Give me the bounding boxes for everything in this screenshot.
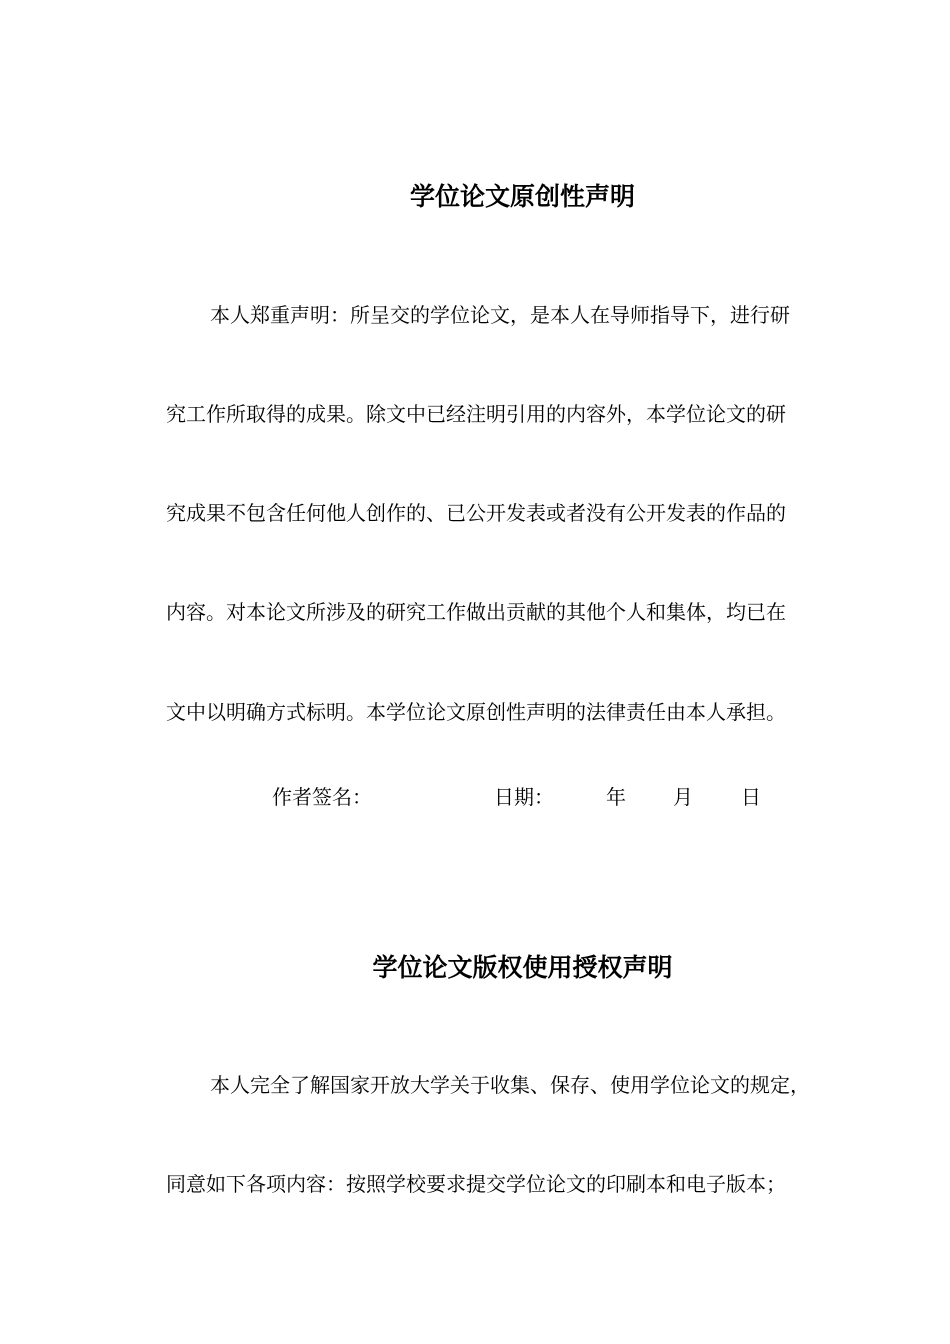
paragraph-line: 文中以明确方式标明。本学位论文原创性声明的法律责任由本人承担。 (166, 700, 786, 724)
author-signature-label: 作者签名： (272, 785, 372, 809)
month-label: 月 (673, 785, 693, 809)
authorization-title: 学位论文版权使用授权声明 (372, 953, 673, 982)
paragraph-line: 本人郑重声明：所呈交的学位论文，是本人在导师指导下，进行研 (210, 303, 790, 327)
paragraph-line: 究成果不包含任何他人创作的、已公开发表或者没有公开发表的作品的 (166, 501, 786, 525)
paragraph-line: 究工作所取得的成果。除文中已经注明引用的内容外，本学位论文的研 (166, 402, 786, 426)
originality-title: 学位论文原创性声明 (409, 182, 635, 211)
paragraph-line: 同意如下各项内容：按照学校要求提交学位论文的印刷本和电子版本； (166, 1172, 786, 1196)
day-label: 日 (741, 785, 761, 809)
year-label: 年 (606, 785, 626, 809)
paragraph-line: 本人完全了解国家开放大学关于收集、保存、使用学位论文的规定， (210, 1073, 810, 1097)
paragraph-line: 内容。对本论文所涉及的研究工作做出贡献的其他个人和集体，均已在 (166, 600, 786, 624)
date-label: 日期： (494, 785, 554, 809)
